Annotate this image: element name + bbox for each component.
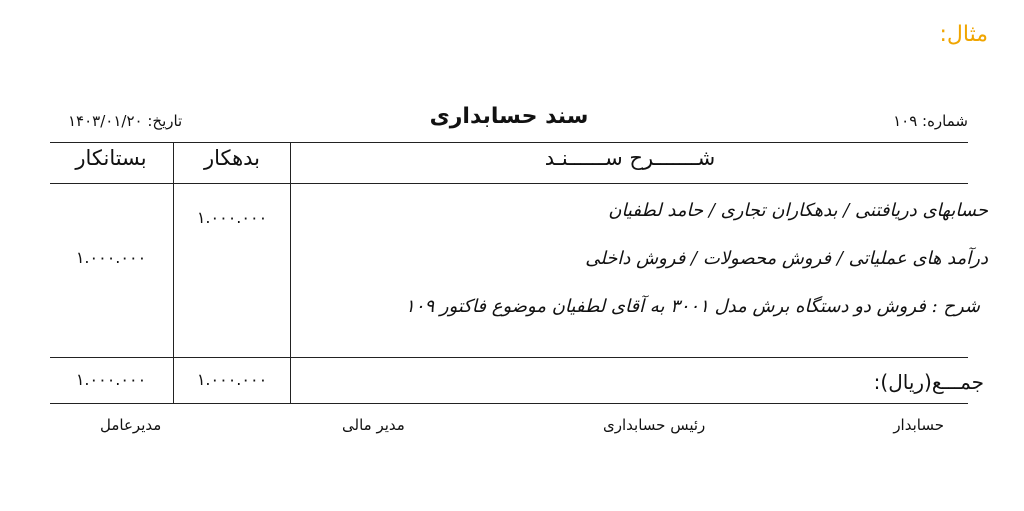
document-title: سند حسابداری — [429, 104, 589, 129]
table-top-border — [50, 142, 968, 143]
signature-financial-manager: مدیر مالی — [342, 416, 405, 434]
table-bottom-border — [50, 403, 968, 404]
credit-amount: ۱.۰۰۰.۰۰۰ — [75, 248, 147, 267]
description-line-narrative: شرح : فروش دو دستگاه برش مدل ۳۰۰۱ به آقای لطفیان موضوع فاکتور ۱۰۹ — [405, 296, 980, 317]
column-divider-credit-debit — [173, 142, 174, 403]
signature-chief-accountant: رئیس حسابداری — [603, 416, 706, 434]
signature-accountant: حسابدار — [893, 416, 944, 434]
total-credit: ۱.۰۰۰.۰۰۰ — [75, 370, 147, 389]
debit-amount: ۱.۰۰۰.۰۰۰ — [196, 208, 268, 227]
column-header-debit: بدهکار — [203, 146, 261, 170]
description-line-debit-account: حسابهای دریافتنی / بدهکاران تجاری / حامد لطفیان — [608, 200, 988, 221]
header-row-border — [50, 183, 968, 184]
signature-ceo: مدیرعامل — [100, 416, 162, 434]
total-debit: ۱.۰۰۰.۰۰۰ — [196, 370, 268, 389]
column-divider-debit-description — [290, 142, 291, 403]
document-number: شماره: ۱۰۹ — [893, 112, 968, 130]
total-label: جمـــع(ریال): — [873, 370, 984, 394]
example-label: مثال: — [939, 22, 988, 47]
description-line-credit-account: درآمد های عملیاتی / فروش محصولات / فروش داخلی — [585, 248, 988, 269]
column-header-description: شـــــــرح ســــــنـد — [544, 146, 716, 170]
document-header — [50, 100, 968, 136]
body-bottom-border — [50, 357, 968, 358]
column-header-credit: بستانکار — [75, 146, 147, 170]
document-date: تاریخ: ۱۴۰۳/۰۱/۲۰ — [68, 112, 183, 130]
